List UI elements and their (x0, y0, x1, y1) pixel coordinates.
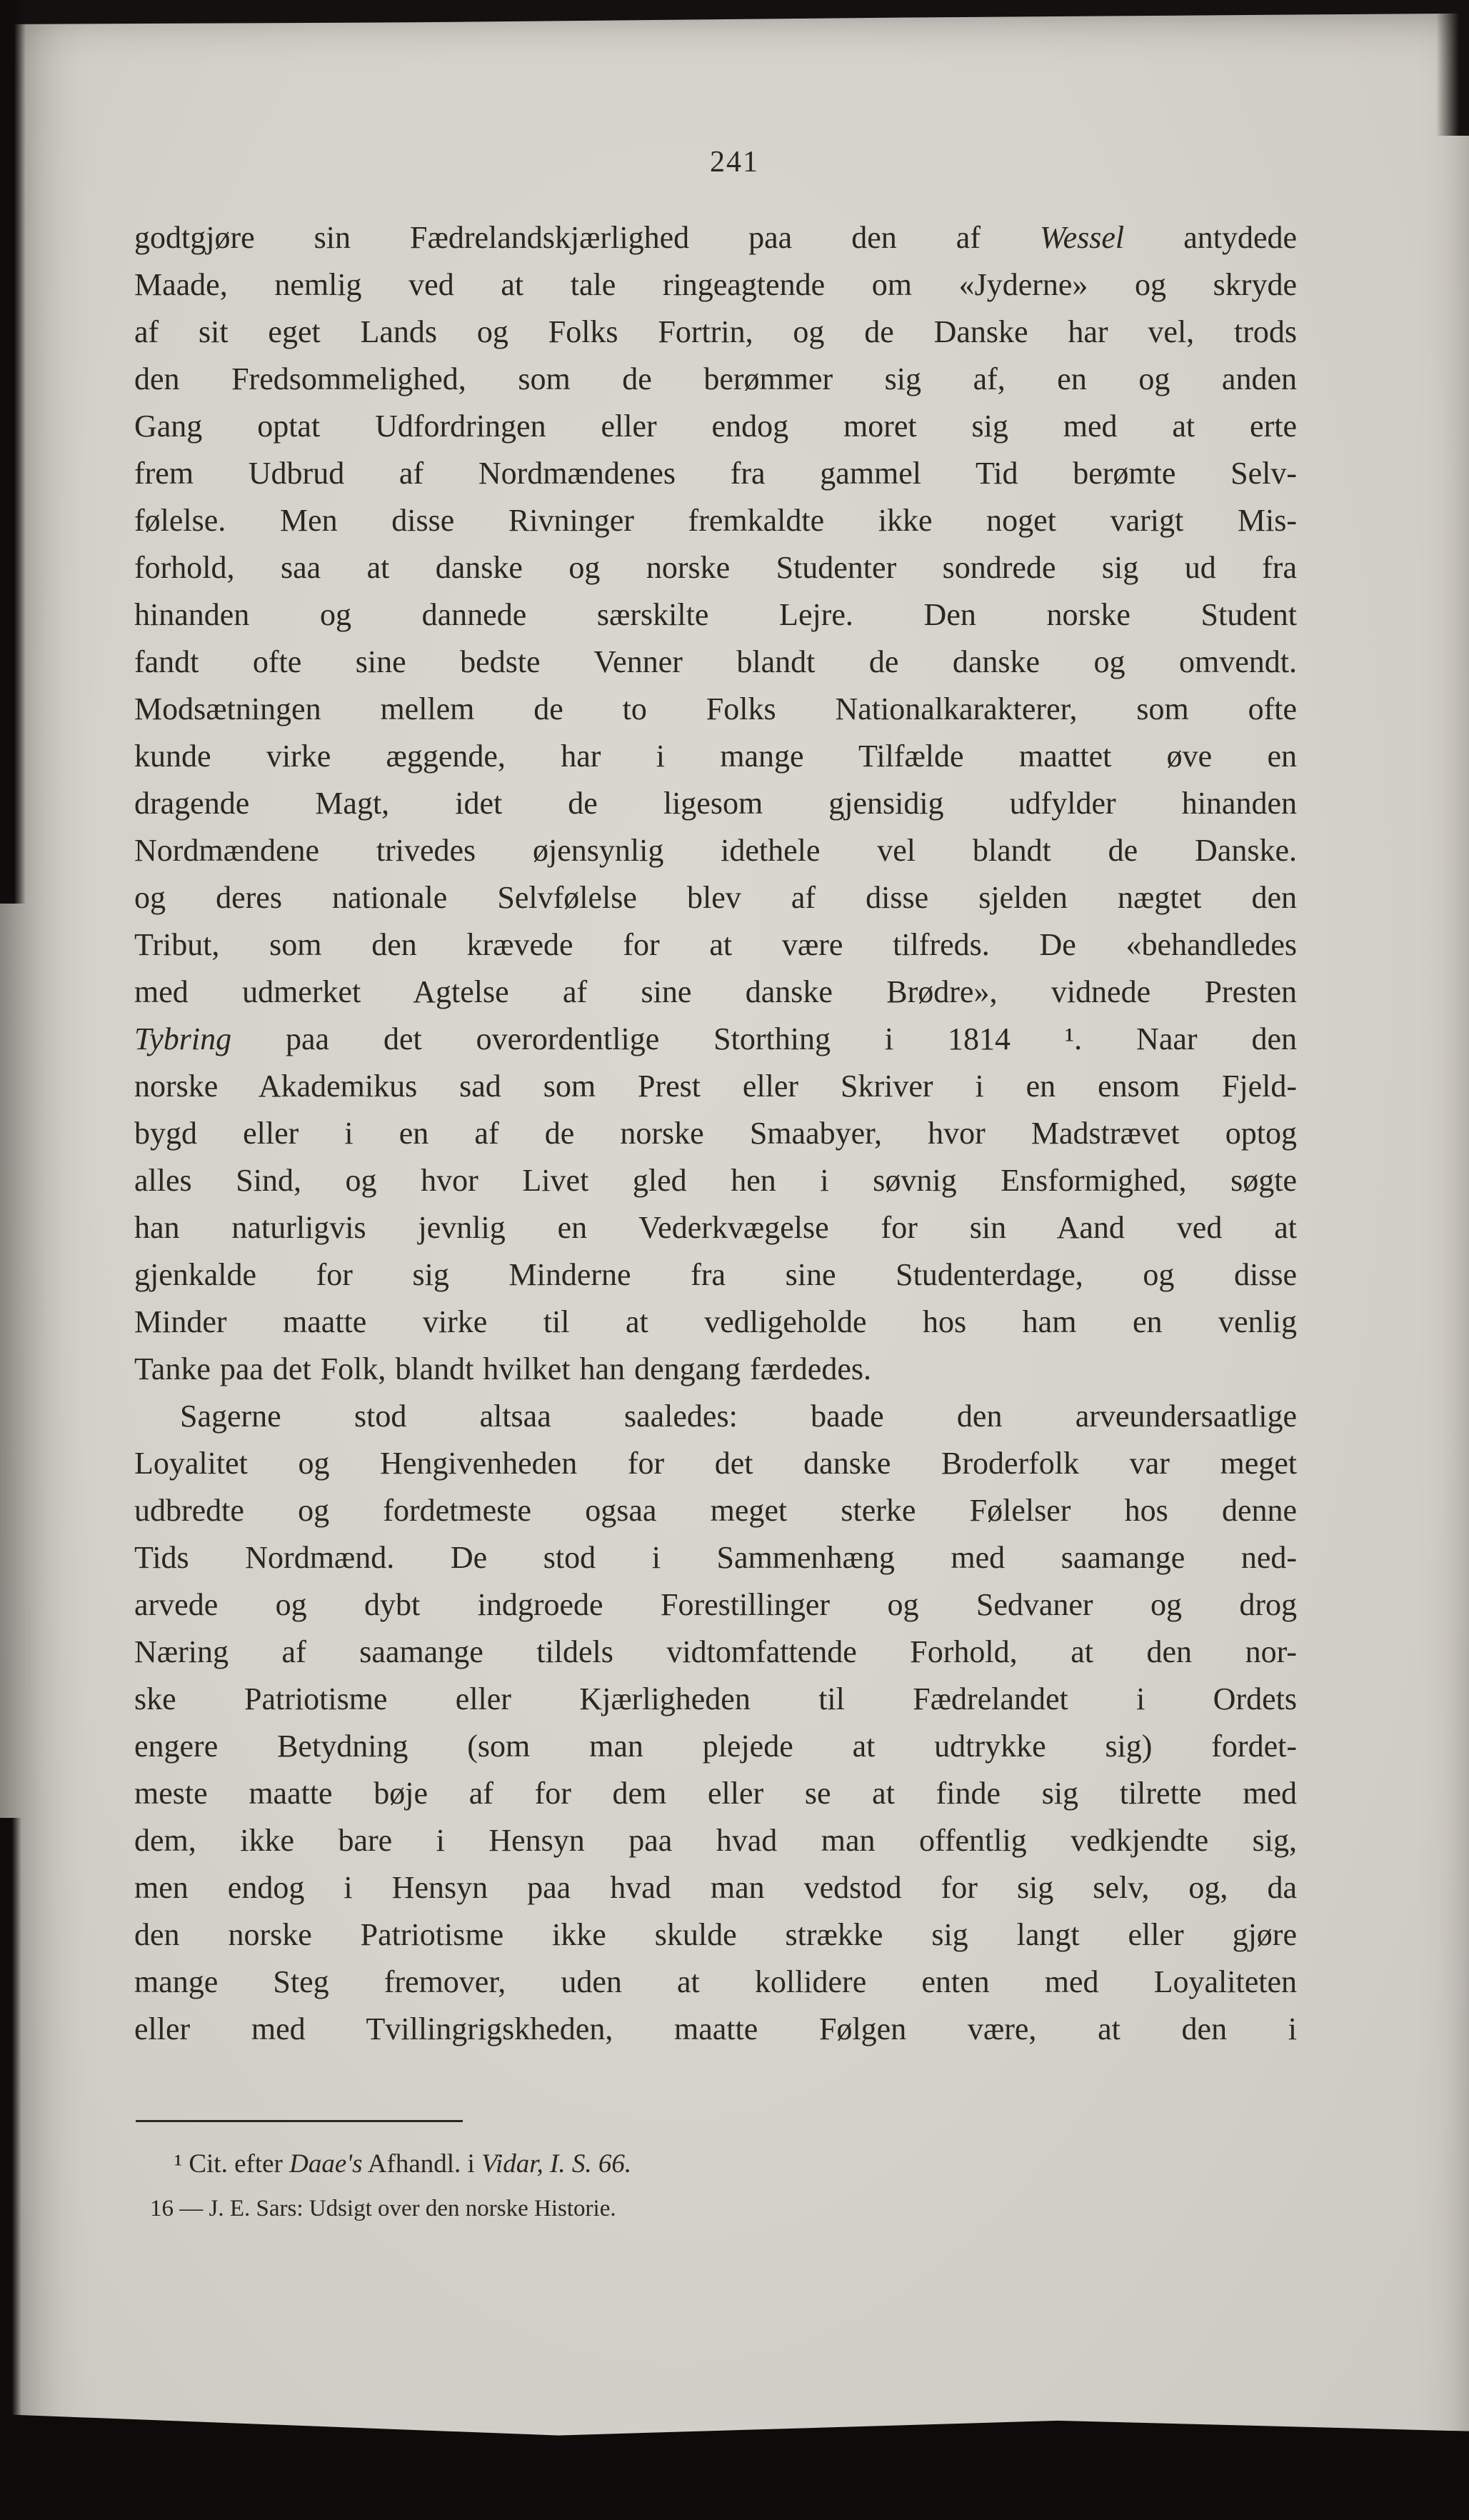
text-line: norske Akademikus sad som Prest eller Skriver i en ensom Fjeld- (134, 1069, 1297, 1104)
text-line: Gang optat Udfordringen eller endog moret sig med at erte (134, 409, 1297, 444)
text-line: Sagerne stod altsaa saaledes: baade den arveundersaatlige (180, 1399, 1297, 1434)
page-body (134, 214, 1297, 2053)
text-line: af sit eget Lands og Folks Fortrin, og de Danske har vel, trods (134, 314, 1297, 349)
text-line: Tids Nordmænd. De stod i Sammenhæng med saamange ned- (134, 1540, 1297, 1575)
text-line: gjenkalde for sig Minderne fra sine Studenterdage, og disse (134, 1257, 1297, 1292)
text-line: Nordmændene trivedes øjensynlig idethele vel blandt de Danske. (134, 833, 1297, 868)
text-line: men endog i Hensyn paa hvad man vedstod for sig selv, og, da (134, 1870, 1297, 1905)
text-line: alles Sind, og hvor Livet gled hen i søvnig Ensformighed, søgte (134, 1163, 1297, 1198)
text-line: ske Patriotisme eller Kjærligheden til Fædrelandet i Ordets (134, 1681, 1297, 1716)
text-line: engere Betydning (som man plejede at udtrykke sig) fordet- (134, 1729, 1297, 1764)
text-line: han naturligvis jevnlig en Vederkvægelse for sin Aand ved at (134, 1210, 1297, 1245)
text-line: den norske Patriotisme ikke skulde strække sig langt eller gjøre (134, 1917, 1297, 1952)
text-line: hinanden og dannede særskilte Lejre. Den norske Student (134, 597, 1297, 632)
text-line: bygd eller i en af de norske Smaabyer, hvor Madstrævet optog (134, 1116, 1297, 1151)
text-line: forhold, saa at danske og norske Studenter sondrede sig ud fra (134, 550, 1297, 585)
text-line: godtgjøre sin Fædrelandskjærlighed paa den af Wessel antydede (134, 220, 1298, 255)
text-line: mange Steg fremover, uden at kollidere enten med Loyaliteten (134, 1964, 1297, 1999)
text-line: og deres nationale Selvfølelse blev af disse sjelden nægtet den (134, 880, 1297, 915)
text-line: dem, ikke bare i Hensyn paa hvad man offentlig vedkjendte sig, (134, 1823, 1297, 1858)
footnote: ¹ Cit. efter Daae's Afhandl. i Vidar, I. S. 66. (174, 2149, 632, 2179)
text-line: Modsætningen mellem de to Folks Nationalkarakterer, som ofte (134, 691, 1297, 726)
text-line: dragende Magt, idet de ligesom gjensidig udfylder hinanden (134, 786, 1297, 821)
footnote-divider (136, 2120, 463, 2122)
text-line: Tanke paa det Folk, blandt hvilket han dengang færdedes. (134, 1351, 871, 1386)
scan-edge-right-top (1436, 0, 1469, 136)
text-line: følelse. Men disse Rivninger fremkaldte ikke noget varigt Mis- (134, 503, 1297, 538)
text-line: Loyalitet og Hengivenheden for det danske Broderfolk var meget (134, 1446, 1297, 1481)
text-line: meste maatte bøje af for dem eller se at finde sig tilrette med (134, 1776, 1297, 1811)
text-line: kunde virke æggende, har i mange Tilfælde maattet øve en (134, 739, 1297, 774)
text-line: fandt ofte sine bedste Venner blandt de danske og omvendt. (134, 644, 1297, 679)
text-line: Minder maatte virke til at vedligeholde hos ham en venlig (134, 1304, 1297, 1339)
text-line: Næring af saamange tildels vidtomfattende Forhold, at den nor- (134, 1634, 1297, 1669)
page-number: 241 (710, 146, 759, 179)
paragraph (134, 1393, 1297, 2053)
scan-edge-left-top (0, 0, 26, 904)
text-line: med udmerket Agtelse af sine danske Brødre», vidnede Presten (134, 974, 1297, 1009)
text-line: den Fredsommelighed, som de berømmer sig af, en og anden (134, 361, 1297, 396)
text-line: arvede og dybt indgroede Forestillinger og Sedvaner og drog (134, 1587, 1297, 1622)
text-line: Tybring paa det overordentlige Storthing i 1814 ¹. Naar den (134, 1021, 1297, 1056)
paragraph (134, 214, 1297, 1393)
printer-signature-line: 16 — J. E. Sars: Udsigt over den norske Historie. (150, 2196, 616, 2221)
text-line: frem Udbrud af Nordmændenes fra gammel Tid berømte Selv- (134, 456, 1297, 491)
text-line: Tribut, som den krævede for at være tilfreds. De «behandledes (134, 927, 1297, 962)
text-line: udbredte og fordetmeste ogsaa meget sterke Følelser hos denne (134, 1493, 1297, 1528)
text-line: eller med Tvillingrigskheden, maatte Følgen være, at den i (134, 2011, 1297, 2046)
text-line: Maade, nemlig ved at tale ringeagtende om «Jyderne» og skryde (134, 267, 1297, 302)
